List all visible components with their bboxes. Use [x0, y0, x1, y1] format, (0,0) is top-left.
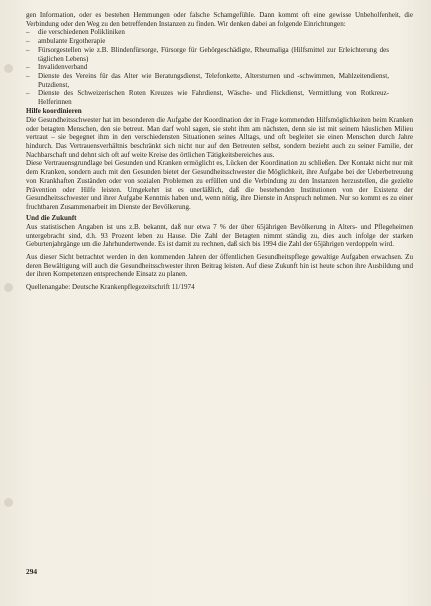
list-item: – Fürsorgestellen wie z.B. Blindenfürsorge, Fürsorge für Gehörgeschädigte, Rheumaliga (Hilfsmittel zur Erleichterung des täglichen Lebens)	[26, 45, 389, 63]
section-heading-future: Und die Zukunft	[26, 214, 77, 223]
punch-hole	[4, 283, 13, 292]
list-item: – Dienste des Schweizerischen Roten Kreuzes wie Fahrdienst, Wäsche- und Flickdienst, Vermittlung von Rotkreuz-Helferinnen	[26, 89, 389, 107]
list-item: – ambulante Ergotherapie	[26, 37, 106, 46]
page-number: 294	[26, 567, 38, 576]
coordination-paragraph-1: Die Gesundheitsschwester hat im besonderen die Aufgabe der Koordination der in Frage kommenden Hilfsmöglichkeiten beim Kranken oder betagten Menschen, den sie betreut. Man darf wohl sagen, sie steht ihm am nächsten, denn sie ist mit seinem häuslichen Milieu vertraut – sie begegnet ihm in den verschiedensten Situationen seines Alltags, und oft begleitet sie einen Menschen durch Jahre hindurch. Das Vertrauensverhältnis beschränkt sich nicht nur auf den Betreuten selbst, sondern bezieht auch zu seiner Familie, der Nachbarschaft und dehnt sich oft auf weite Kreise des örtlichen Tätigkeitsbereiches aus.	[26, 115, 413, 159]
source-reference: Quellenangabe: Deutsche Krankenpflegezeitschrift 11/1974	[26, 283, 195, 292]
institution-list	[26, 28, 413, 106]
future-paragraph-2: Aus dieser Sicht betrachtet werden in den kommenden Jahren der öffentlichen Gesundheitspflege gewaltige Aufgaben erwachsen. Zu deren Bewältigung will auch die Gesundheitsschwester ihren Beitrag leisten. Auf diese Zukunft hin ist heute schon ihre Ausbildung und der ihren Kompetenzen entsprechende Einsatz zu planen.	[26, 252, 413, 279]
list-item: – Dienste des Vereins für das Alter wie Beratungsdienst, Telefonkette, Altersturnen und -schwimmen, Mahlzeitendienst, Putzdienst,	[26, 71, 389, 89]
punch-hole	[4, 64, 13, 73]
section-heading-coordination: Hilfe koordinieren	[26, 107, 82, 116]
coordination-paragraph-2: Diese Vertrauensgrundlage bei Gesunden und Kranken ermöglicht es, Lücken der Koordination zu schließen. Der Kontakt nicht nur mit dem Kranken, sondern auch mit den Gesunden bietet der Gesundheitsschwester die Möglichkeit, ihre Aufgabe bei der Ueberbetreuung von Krankhaften Zuständen oder von sozialen Problemen zu erfüllen und die Verbindung zu den Instanzen herzustellen, die gezielte Prävention oder Hilfe leisten. Umgekehrt ist es unerläßlich, daß die bestehenden Institutionen von der Existenz der Gesundheitsschwester und ihrer Aufgabe Kenntnis haben und, wenn nötig, ihre Dienste in Anspruch nehmen. Nur so kommt es zu einer fruchtbaren Zusammenarbeit im Dienste der Bevölkerung.	[26, 159, 413, 211]
punch-hole	[4, 498, 13, 507]
list-item: – Invalidenverband	[26, 63, 88, 72]
list-item: – die verschiedenen Polikliniken	[26, 28, 125, 37]
intro-paragraph: gen Information, oder es bestehen Hemmungen oder falsche Schamgefühle. Dann kommt oft eine gewisse Unbeholfenheit, die Verbindung oder den Weg zu den betreffenden Instanzen zu finden. Wir denken dabei an folgende Einrichtungen:	[26, 11, 413, 28]
future-paragraph-1: Aus statistischen Angaben ist uns z.B. bekannt, daß nur etwa 7 % der über 65jährigen Bevölkerung in Alters- und Pflegeheimen untergebracht sind, d.h. 93 Prozent leben zu Hause. Die Zahl der Betagten nimmt ständig zu, dies auch infolge der starken Geburtenjahrgänge um die Jahrhundertwende. Es ist damit zu rechnen, daß sich bis 1994 die Zahl der 65jährigen verdoppeln wird.	[26, 222, 413, 249]
